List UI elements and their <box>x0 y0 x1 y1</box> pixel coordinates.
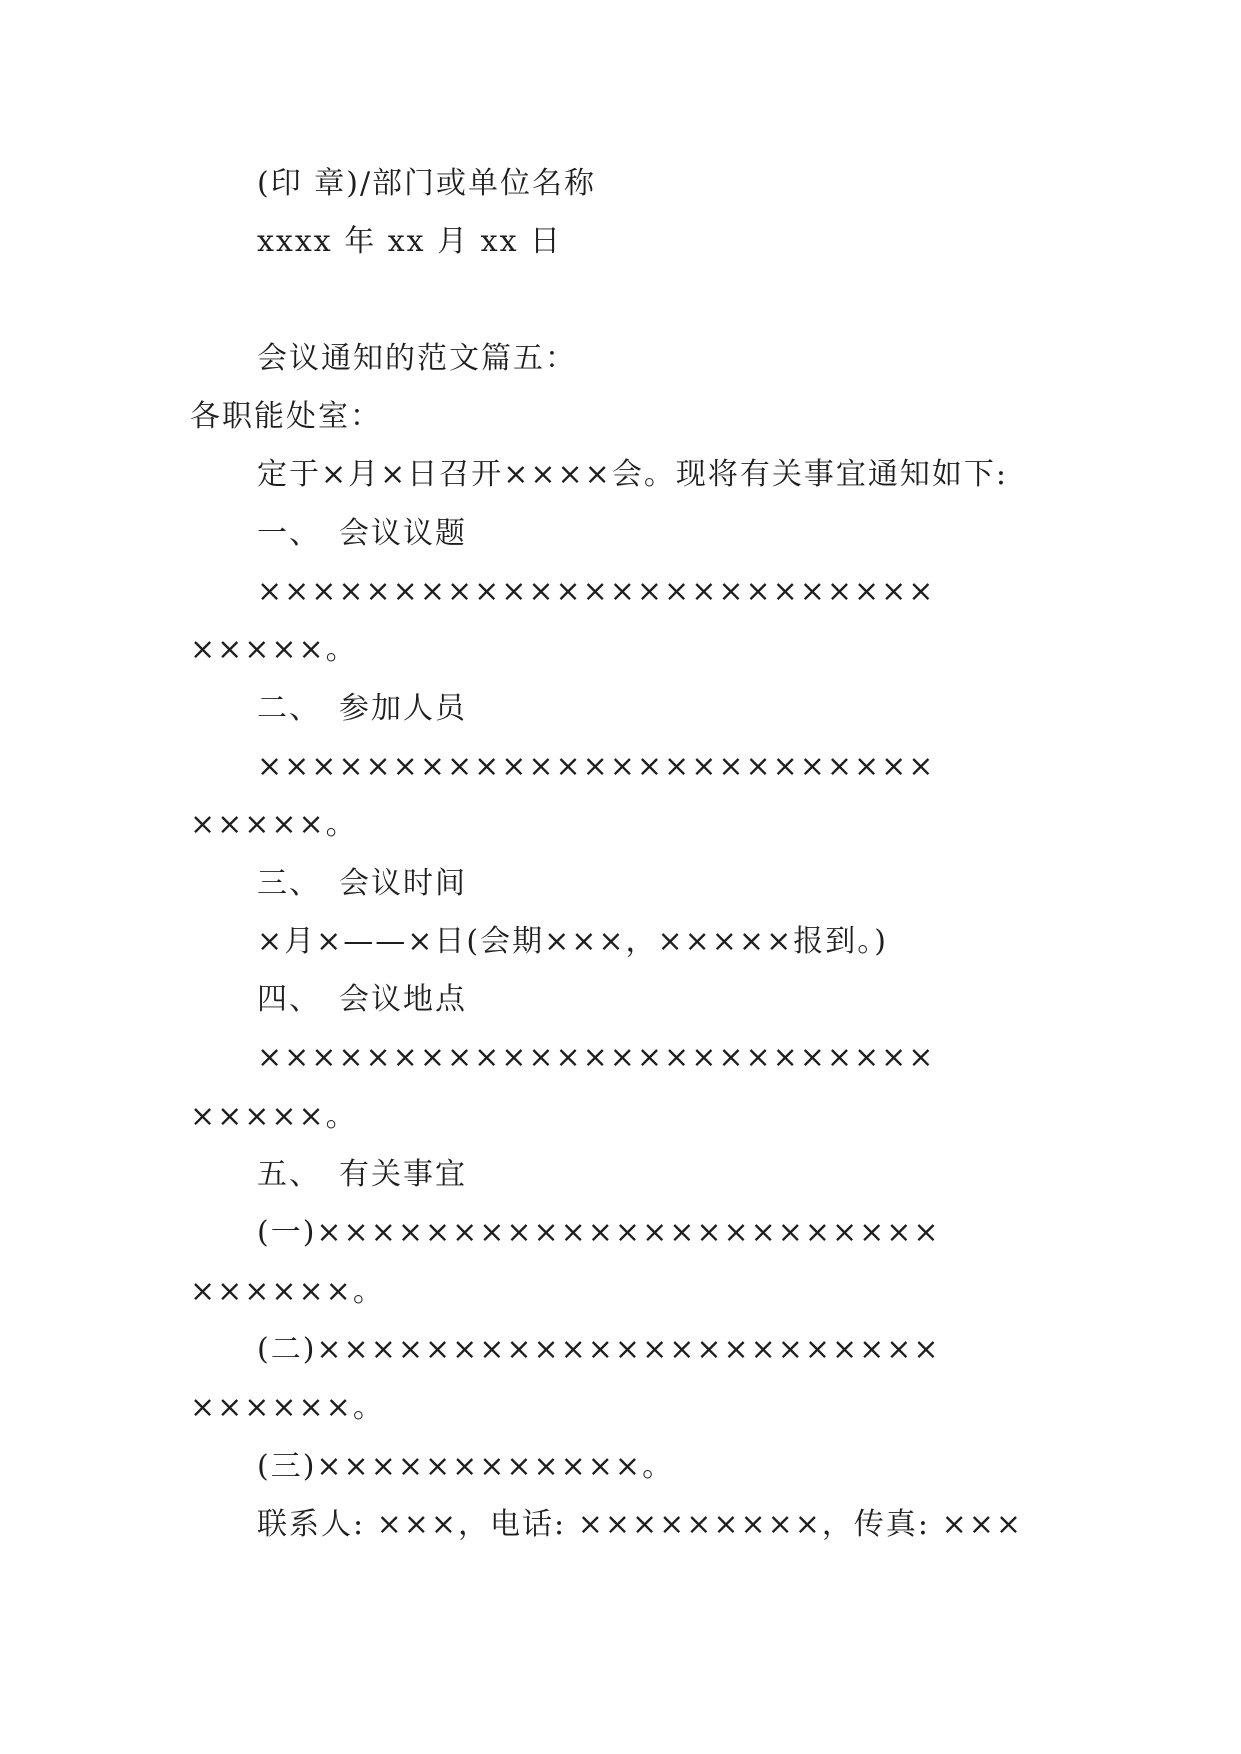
item-body-line: ××××××。 <box>190 1390 385 1426</box>
section-heading <box>190 505 1046 563</box>
blank-line <box>190 272 1046 330</box>
section-number: 五、 <box>257 1157 321 1193</box>
section-number: 一、 <box>257 515 321 551</box>
section-title: 会议地点 <box>339 982 467 1018</box>
intro-paragraph: 定于×月×日召开××××会。现将有关事宜通知如下: <box>257 457 1008 493</box>
section-number: 三、 <box>257 865 321 901</box>
section-heading <box>190 971 1046 1029</box>
item-label: (二) <box>257 1331 317 1367</box>
section-title: 会议时间 <box>339 865 467 901</box>
section-body-line: ×××××。 <box>190 807 358 843</box>
addressee: 各职能处室： <box>190 399 382 435</box>
document-body <box>190 155 1046 1554</box>
section-body-line: ×××××。 <box>190 632 358 668</box>
section-body-line: ××××××××××××××××××××××××× <box>257 748 936 784</box>
item-body-line: ××××××。 <box>190 1273 385 1309</box>
section-title: 会议议题 <box>339 515 467 551</box>
section-body-line: ××××××××××××××××××××××××× <box>257 574 936 610</box>
section-heading <box>190 680 1046 738</box>
list-item <box>190 1438 1046 1496</box>
section-title: 参加人员 <box>339 690 467 726</box>
item-body-line: ××××××××××××××××××××××× <box>316 1331 941 1367</box>
seal-org-line: (印 章)/部门或单位名称 <box>257 166 597 201</box>
list-item <box>190 1321 1046 1379</box>
section-body-line: ××××××××××××××××××××××××× <box>257 1040 936 1076</box>
section-title: 有关事宜 <box>339 1157 467 1193</box>
section-body-line: ×月×——×日(会期×××，×××××报到。) <box>257 923 888 959</box>
date-line: xxxx 年 xx 月 xx 日 <box>257 224 563 260</box>
item-label: (一) <box>257 1215 317 1251</box>
section-body-line: ×××××。 <box>190 1098 358 1134</box>
item-body-line: ××××××××××××××××××××××× <box>316 1215 941 1251</box>
section-number: 四、 <box>257 982 321 1018</box>
section-number: 二、 <box>257 690 321 726</box>
list-item <box>190 1204 1046 1262</box>
section-heading <box>190 855 1046 913</box>
contact-line: 联系人: ×××，电话: ×××××××××，传真: ××× <box>257 1506 1023 1542</box>
item-body-line: ××××××××××××。 <box>316 1448 675 1484</box>
section-heading <box>190 1146 1046 1204</box>
item-label: (三) <box>257 1448 317 1484</box>
notice-title: 会议通知的范文篇五： <box>257 340 577 376</box>
